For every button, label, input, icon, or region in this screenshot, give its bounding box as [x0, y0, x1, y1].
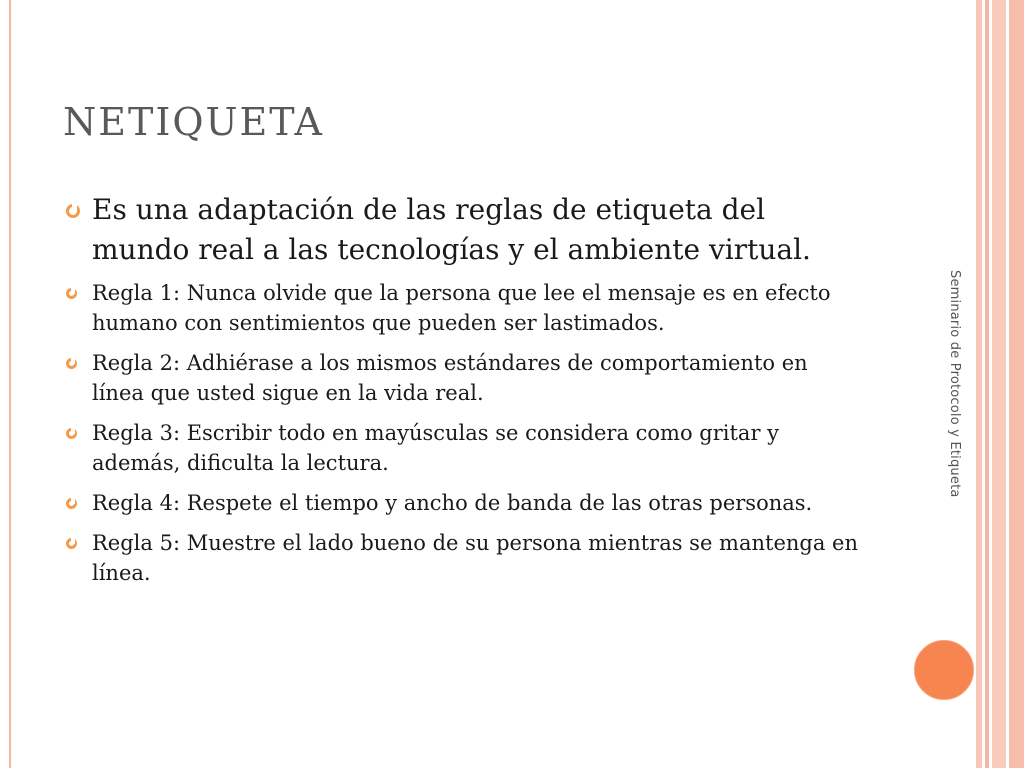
rule-text: Regla 5: Muestre el lado bueno de su persona mientras se mantenga en línea.: [92, 531, 858, 585]
ring-bullet-icon: [66, 428, 77, 439]
rule-text: Regla 2: Adhiérase a los mismos estándares de comportamiento en línea que usted sigue en la vida real.: [92, 351, 808, 405]
ring-bullet-icon: [66, 204, 80, 218]
main-point-text: Es una adaptación de las reglas de etiqueta del mundo real a las tecnologías y el ambiente virtual.: [92, 193, 811, 266]
ring-bullet-icon: [66, 288, 77, 299]
stripe: [1009, 0, 1024, 768]
side-label-container: [947, 270, 973, 540]
rule-item-4: [64, 488, 864, 518]
rule-item-3: [64, 418, 864, 478]
left-border-line: [9, 0, 11, 768]
rule-item-1: [64, 278, 864, 338]
ring-bullet-icon: [66, 358, 77, 369]
stripe: [992, 0, 1006, 768]
rule-text: Regla 4: Respete el tiempo y ancho de banda de las otras personas.: [92, 491, 813, 515]
right-decorative-stripes: [976, 0, 1024, 768]
slide-title: NETIQUETA: [63, 100, 324, 144]
rule-item-5: [64, 528, 864, 588]
ring-bullet-icon: [66, 498, 77, 509]
side-label: Seminario de Protocolo y Etiqueta: [947, 270, 962, 498]
rule-item-2: [64, 348, 864, 408]
rule-text: Regla 3: Escribir todo en mayúsculas se considera como gritar y además, dificulta la lectura.: [92, 421, 780, 475]
orange-circle-decoration: [914, 640, 974, 700]
ring-bullet-icon: [66, 538, 77, 549]
rule-text: Regla 1: Nunca olvide que la persona que lee el mensaje es en efecto humano con sentimientos que pueden ser lastimados.: [92, 281, 831, 335]
main-point: [64, 190, 864, 270]
bullet-list: [64, 190, 864, 598]
